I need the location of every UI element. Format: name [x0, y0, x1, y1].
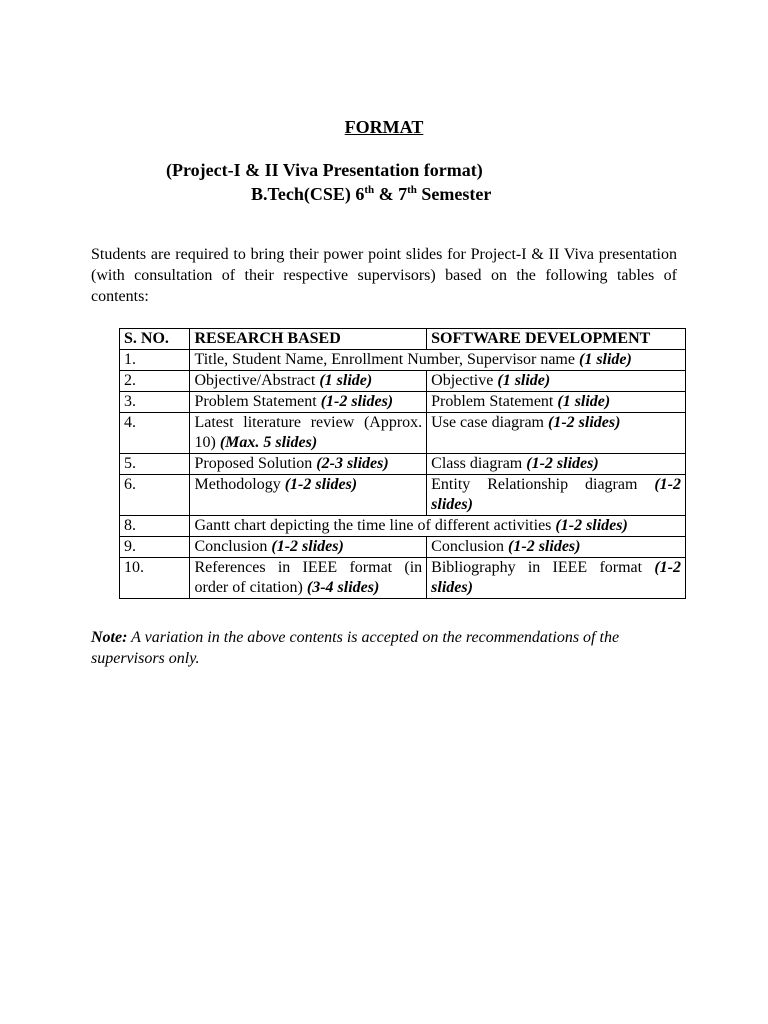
header-sno: S. NO. — [120, 329, 190, 350]
note-paragraph — [91, 627, 681, 669]
table-header-row — [120, 329, 686, 350]
cell-sno: 8. — [120, 516, 190, 537]
program-semester-subtitle: B.Tech(CSE) 6th & 7th Semester — [251, 184, 492, 204]
cell-software: Problem Statement (1 slide) — [427, 392, 686, 413]
table-row — [120, 392, 686, 413]
table-row — [120, 516, 686, 537]
cell-software: Use case diagram (1-2 slides) — [427, 413, 686, 454]
table-row — [120, 371, 686, 392]
cell-sno: 5. — [120, 454, 190, 475]
cell-merged: Title, Student Name, Enrollment Number, Supervisor name (1 slide) — [190, 350, 686, 371]
presentation-format-subtitle: (Project-I & II Viva Presentation format) — [166, 160, 483, 180]
note-label: Note: — [91, 629, 128, 646]
cell-merged: Gantt chart depicting the time line of different activities (1-2 slides) — [190, 516, 686, 537]
header-software-development: SOFTWARE DEVELOPMENT — [427, 329, 686, 350]
document-title: FORMAT — [344, 117, 424, 137]
table-row — [120, 413, 686, 454]
cell-research: Objective/Abstract (1 slide) — [190, 371, 427, 392]
cell-sno: 2. — [120, 371, 190, 392]
cell-research: Problem Statement (1-2 slides) — [190, 392, 427, 413]
cell-sno: 10. — [120, 558, 190, 599]
cell-research: Conclusion (1-2 slides) — [190, 537, 427, 558]
intro-paragraph: Students are required to bring their power point slides for Project-I & II Viva presentation (with consultation of their respective supervisors) based on the following tables of contents: — [91, 246, 677, 305]
cell-sno: 6. — [120, 475, 190, 516]
cell-sno: 9. — [120, 537, 190, 558]
cell-software: Objective (1 slide) — [427, 371, 686, 392]
cell-research: Proposed Solution (2-3 slides) — [190, 454, 427, 475]
table-row — [120, 350, 686, 371]
cell-sno: 3. — [120, 392, 190, 413]
cell-software: Conclusion (1-2 slides) — [427, 537, 686, 558]
cell-software: Entity Relationship diagram (1-2 slides) — [427, 475, 686, 516]
contents-table — [119, 328, 686, 599]
table-row — [120, 475, 686, 516]
cell-sno: 1. — [120, 350, 190, 371]
table-row — [120, 454, 686, 475]
cell-sno: 4. — [120, 413, 190, 454]
cell-software: Bibliography in IEEE format (1-2 slides) — [427, 558, 686, 599]
table-row — [120, 558, 686, 599]
table-row — [120, 537, 686, 558]
note-text: A variation in the above contents is accepted on the recommendations of the supervisors only. — [91, 629, 620, 667]
cell-research: Methodology (1-2 slides) — [190, 475, 427, 516]
cell-research: References in IEEE format (in order of citation) (3-4 slides) — [190, 558, 427, 599]
cell-software: Class diagram (1-2 slides) — [427, 454, 686, 475]
cell-research: Latest literature review (Approx. 10) (Max. 5 slides) — [190, 413, 427, 454]
header-research-based: RESEARCH BASED — [190, 329, 427, 350]
